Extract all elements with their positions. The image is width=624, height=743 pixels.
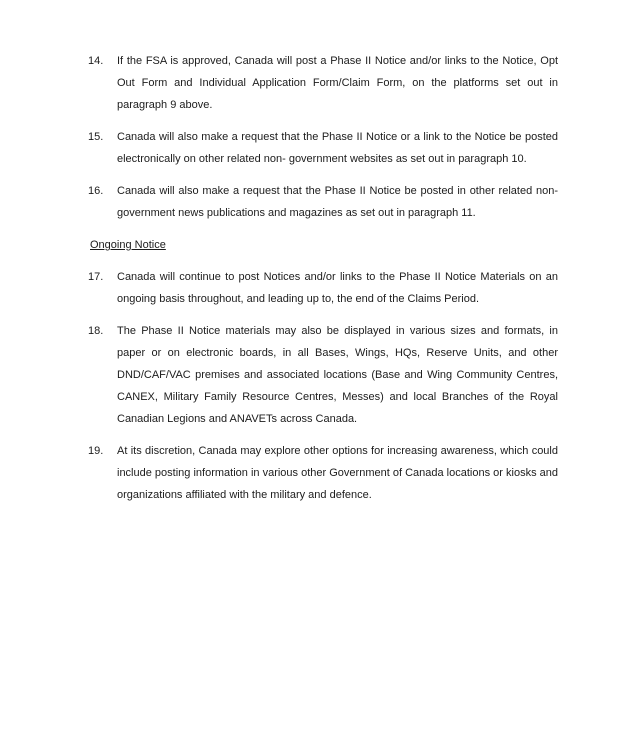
- paragraph-number: 14.: [88, 55, 104, 67]
- section-heading-ongoing-notice: Ongoing Notice: [90, 239, 166, 251]
- paragraph-number: 15.: [88, 131, 104, 143]
- numbered-paragraph-14: [88, 50, 558, 116]
- paragraph-text: Canada will also make a request that the Phase II Notice be posted in other related non-government news publications and magazines as set out in paragraph 11.: [117, 185, 558, 219]
- numbered-paragraph-17: [88, 266, 558, 310]
- paragraph-text: The Phase II Notice materials may also be displayed in various sizes and formats, in paper or on electronic boards, in all Bases, Wings, HQs, Reserve Units, and other DND/CAF/VAC premises and associated locations (Base and Wing Community Centres, CANEX, Military Family Resource Centres, Messes) and local Branches of the Royal Canadian Legions and ANAVETs across Canada.: [117, 325, 558, 425]
- numbered-paragraph-16: [88, 180, 558, 224]
- numbered-paragraph-18: [88, 320, 558, 430]
- numbered-paragraph-15: [88, 126, 558, 170]
- paragraph-number: 19.: [88, 445, 104, 457]
- numbered-paragraph-19: [88, 440, 558, 506]
- paragraph-text: At its discretion, Canada may explore other options for increasing awareness, which could include posting information in various other Government of Canada locations or kiosks and organizations affiliated with the military and defence.: [117, 445, 558, 501]
- paragraph-text: Canada will also make a request that the Phase II Notice or a link to the Notice be posted electronically on other related non- government websites as set out in paragraph 10.: [117, 131, 558, 165]
- paragraph-text: Canada will continue to post Notices and/or links to the Phase II Notice Materials on an ongoing basis throughout, and leading up to, the end of the Claims Period.: [117, 271, 558, 305]
- paragraph-text: If the FSA is approved, Canada will post a Phase II Notice and/or links to the Notice, Opt Out Form and Individual Application Form/Claim Form, on the platforms set out in paragraph 9 above.: [117, 55, 558, 111]
- paragraph-number: 18.: [88, 325, 104, 337]
- paragraph-number: 17.: [88, 271, 104, 283]
- paragraph-number: 16.: [88, 185, 104, 197]
